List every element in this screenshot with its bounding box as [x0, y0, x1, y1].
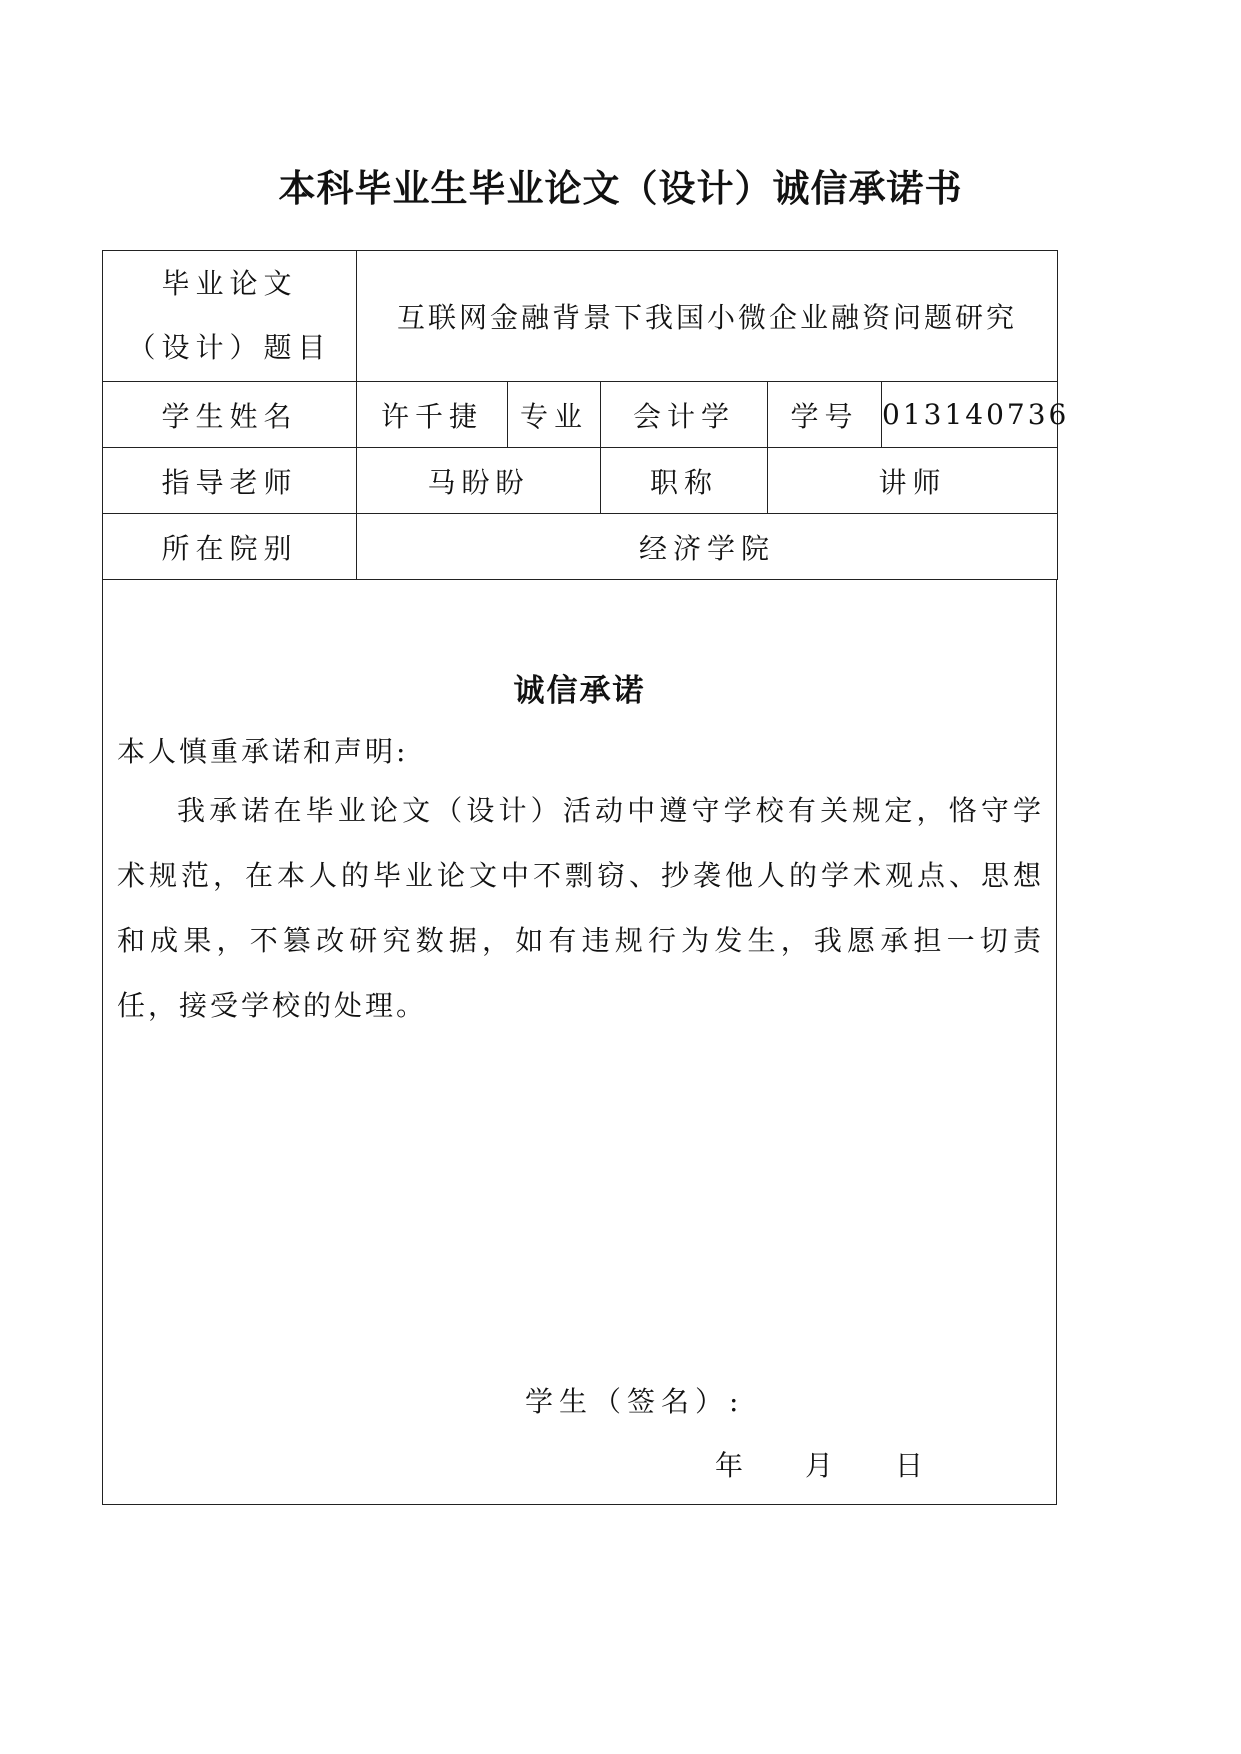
topic-row: [103, 251, 1058, 382]
pledge-section: [102, 580, 1057, 1505]
pledge-heading: 诚信承诺: [513, 673, 646, 709]
page-title: 本科毕业生毕业论文（设计）诚信承诺书: [278, 167, 963, 210]
major-value: 会计学: [601, 382, 768, 448]
topic-value: 互联网金融背景下我国小微企业融资问题研究: [357, 251, 1058, 382]
pledge-body: 我承诺在毕业论文（设计）活动中遵守学校有关规定，恪守学术规范，在本人的毕业论文中不剽窃、抄袭他人的学术观点、思想和成果，不篡改研究数据，如有违规行为发生，我愿承担一切责任，接受学校的处理。: [117, 794, 1044, 1022]
signature-date: [715, 1444, 923, 1484]
student-row: [103, 382, 1058, 448]
advisor-label: 指导老师: [103, 448, 357, 514]
topic-label-line2: （设计）题目: [127, 331, 332, 364]
college-row: [103, 514, 1058, 580]
student-id-value: 013140736: [882, 382, 1058, 448]
advisor-title-value: 讲师: [768, 448, 1058, 514]
topic-label-line1: 毕业论文: [161, 267, 298, 300]
student-id-label: 学号: [768, 382, 882, 448]
student-name-value: 许千捷: [357, 382, 508, 448]
major-label: 专业: [508, 382, 601, 448]
advisor-value: 马盼盼: [357, 448, 601, 514]
date-month: 月: [805, 1449, 834, 1482]
college-value: 经济学院: [357, 514, 1058, 580]
college-label: 所在院别: [103, 514, 357, 580]
date-year: 年: [715, 1449, 744, 1482]
signature-label: 学生（签名）:: [525, 1385, 745, 1418]
date-day: 日: [895, 1449, 924, 1482]
student-name-label: 学生姓名: [103, 382, 357, 448]
advisor-title-label: 职称: [601, 448, 768, 514]
info-table: [102, 250, 1070, 580]
pledge-intro: 本人慎重承诺和声明:: [117, 735, 409, 768]
advisor-row: [103, 448, 1058, 514]
topic-label: [103, 251, 357, 382]
